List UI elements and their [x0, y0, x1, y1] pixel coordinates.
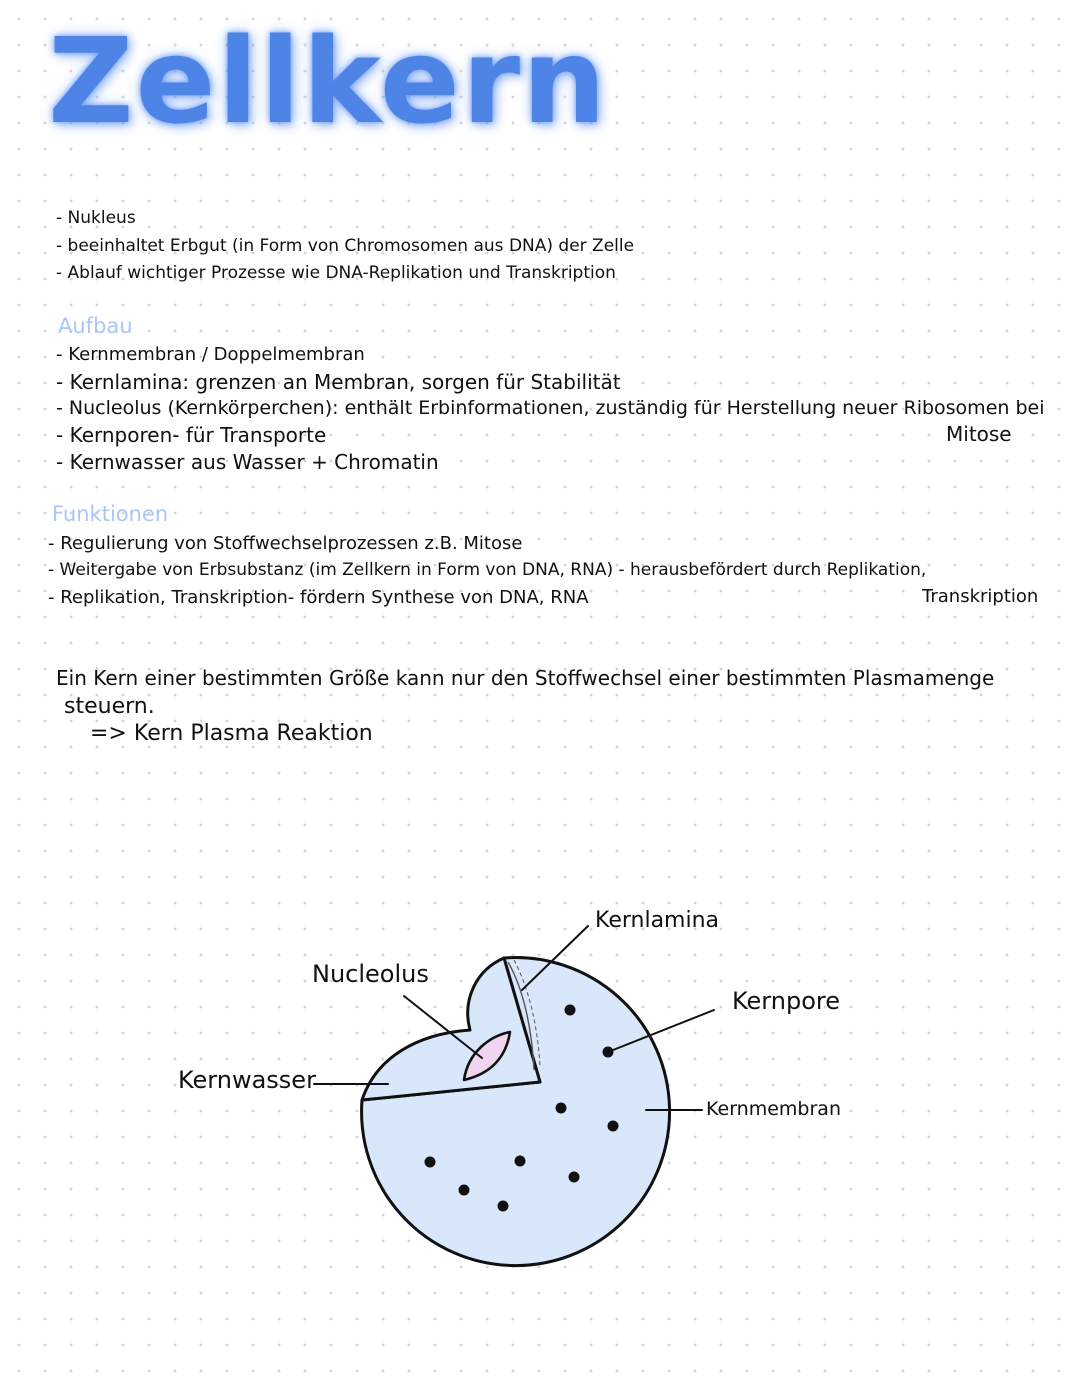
statement-conclusion: => Kern Plasma Reaktion	[90, 721, 373, 746]
aufbau-item: - Kernwasser aus Wasser + Chromatin	[56, 450, 439, 474]
intro-item: - Nukleus	[56, 208, 136, 228]
chromatin-dot	[556, 1103, 567, 1114]
statement-line: steuern.	[64, 694, 155, 719]
chromatin-dot	[565, 1005, 576, 1016]
chromatin-dot	[425, 1157, 436, 1168]
chromatin-dot	[515, 1156, 526, 1167]
aufbau-wrap: Mitose	[946, 422, 1012, 446]
section-heading-funktionen: Funktionen	[52, 502, 169, 526]
chromatin-dot	[459, 1185, 470, 1196]
label-nucleolus: Nucleolus	[312, 960, 429, 988]
funktionen-wrap: Transkription	[922, 586, 1039, 607]
funktionen-item: - Regulierung von Stoffwechselprozessen z.B. Mitose	[48, 533, 523, 554]
chromatin-dot	[569, 1172, 580, 1183]
statement-line: Ein Kern einer bestimmten Größe kann nur den Stoffwechsel einer bestimmten Plasmamenge	[56, 666, 995, 690]
aufbau-item: - Kernporen- für Transporte	[56, 423, 327, 447]
label-kernmembran: Kernmembran	[706, 1098, 841, 1120]
funktionen-item: - Replikation, Transkription- fördern Synthese von DNA, RNA	[48, 587, 589, 608]
label-kernpore: Kernpore	[732, 987, 840, 1015]
intro-item: - Ablauf wichtiger Prozesse wie DNA-Replikation und Transkription	[56, 263, 616, 283]
funktionen-item: - Weitergabe von Erbsubstanz (im Zellkern in Form von DNA, RNA) - herausbefördert durch Replikation,	[48, 560, 927, 580]
chromatin-dot	[498, 1201, 509, 1212]
aufbau-item: - Kernmembran / Doppelmembran	[56, 344, 365, 365]
intro-item: - beeinhaltet Erbgut (in Form von Chromosomen aus DNA) der Zelle	[56, 236, 635, 256]
label-kernlamina: Kernlamina	[595, 908, 720, 933]
chromatin-dot	[608, 1121, 619, 1132]
page-title: Zellkern	[48, 12, 609, 150]
label-kernwasser: Kernwasser	[178, 1066, 316, 1094]
aufbau-item: - Nucleolus (Kernkörperchen): enthält Erbinformationen, zuständig für Herstellung neuer Ribosomen bei	[56, 397, 1045, 419]
aufbau-item: - Kernlamina: grenzen an Membran, sorgen für Stabilität	[56, 370, 621, 394]
section-heading-aufbau: Aufbau	[58, 314, 133, 338]
